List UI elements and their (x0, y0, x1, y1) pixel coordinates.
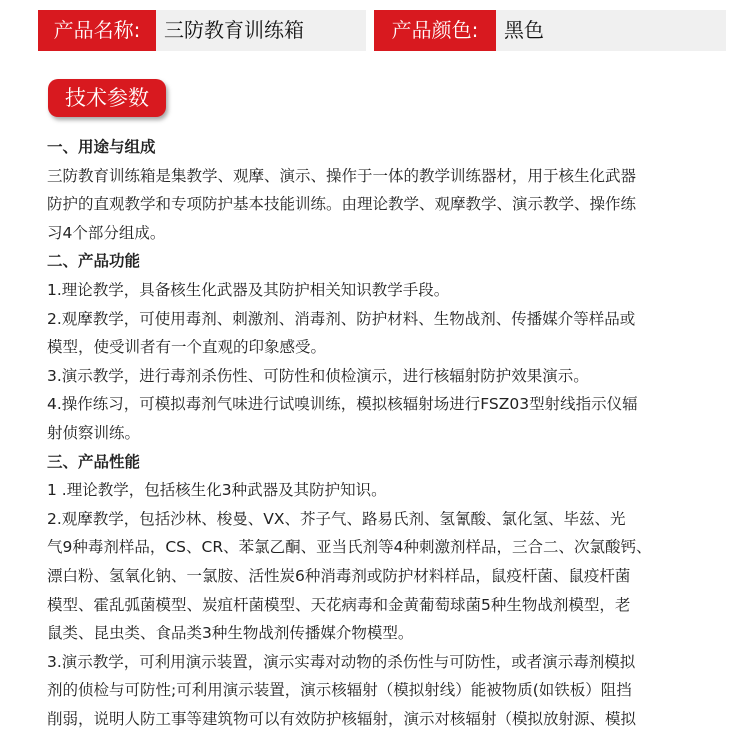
text-line: 防护的直观教学和专项防护基本技能训练。由理论教学、观摩教学、演示教学、操作练 (47, 195, 637, 214)
text-line: 3.演示教学，进行毒剂杀伤性、可防性和侦检演示，进行核辐射防护效果演示。 (47, 366, 589, 385)
text-line: 模型、霍乱弧菌模型、炭疽杆菌模型、天花病毒和金黄葡萄球菌5种生物战剂模型，老 (47, 595, 631, 614)
text-line: 模型，使受训者有一个直观的印象感受。 (47, 338, 327, 357)
text-line: 4.操作练习，可模拟毒剂气味进行试嗅训练，模拟核辐射场进行FSZ03型射线指示仪辐 (47, 395, 638, 414)
spec-text-block (47, 133, 717, 733)
section-heading: 三、产品性能 (47, 452, 141, 471)
text-line: 射侦察训练。 (47, 423, 141, 442)
product-color-value: 黑色 (496, 10, 726, 51)
product-info-bar (38, 10, 726, 51)
text-line: 3.演示教学，可利用演示装置，演示实毒对动物的杀伤性与可防性，或者演示毒剂模拟 (47, 652, 636, 671)
section-heading: 一、用途与组成 (47, 138, 156, 156)
text-line: 剂的侦检与可防性;可利用演示装置，演示核辐射（模拟射线）能被物质(如铁板）阻挡 (47, 681, 632, 700)
text-line: 漂白粉、氢氧化钠、一氯胺、活性炭6种消毒剂或防护材料样品，鼠疫杆菌、鼠疫杆菌 (47, 566, 631, 585)
text-line: 2.观摩教学，包括沙林、梭曼、VX、芥子气、路易氏剂、氢氰酸、氯化氢、毕兹、光 (47, 509, 626, 528)
text-line: 气9种毒剂样品，CS、CR、苯氯乙酮、亚当氏剂等4种刺激剂样品，三合二、次氯酸钙、 (47, 538, 652, 557)
text-line: 鼠类、昆虫类、食品类3种生物战剂传播媒介物模型。 (47, 624, 414, 643)
text-line: 1 .理论教学，包括核生化3种武器及其防护知识。 (47, 481, 387, 500)
section-badge-tech-params: 技术参数 (48, 79, 166, 117)
text-line: 2.观摩教学，可使用毒剂、刺激剂、消毒剂、防护材料、生物战剂、传播媒介等样品或 (47, 309, 636, 328)
product-name-label: 产品名称: (38, 10, 156, 51)
section-heading: 二、产品功能 (47, 252, 141, 271)
text-line: 1.理论教学，具备核生化武器及其防护相关知识教学手段。 (47, 280, 450, 299)
text-line: 削弱，说明人防工事等建筑物可以有效防护核辐射，演示对核辐射（模拟放射源、模拟 (47, 709, 637, 728)
product-name-value: 三防教育训练箱 (156, 10, 366, 51)
text-line: 习4个部分组成。 (47, 223, 166, 242)
text-line: 三防教育训练箱是集教学、观摩、演示、操作于一体的教学训练器材，用于核生化武器 (47, 166, 637, 185)
product-color-label: 产品颜色: (374, 10, 496, 51)
